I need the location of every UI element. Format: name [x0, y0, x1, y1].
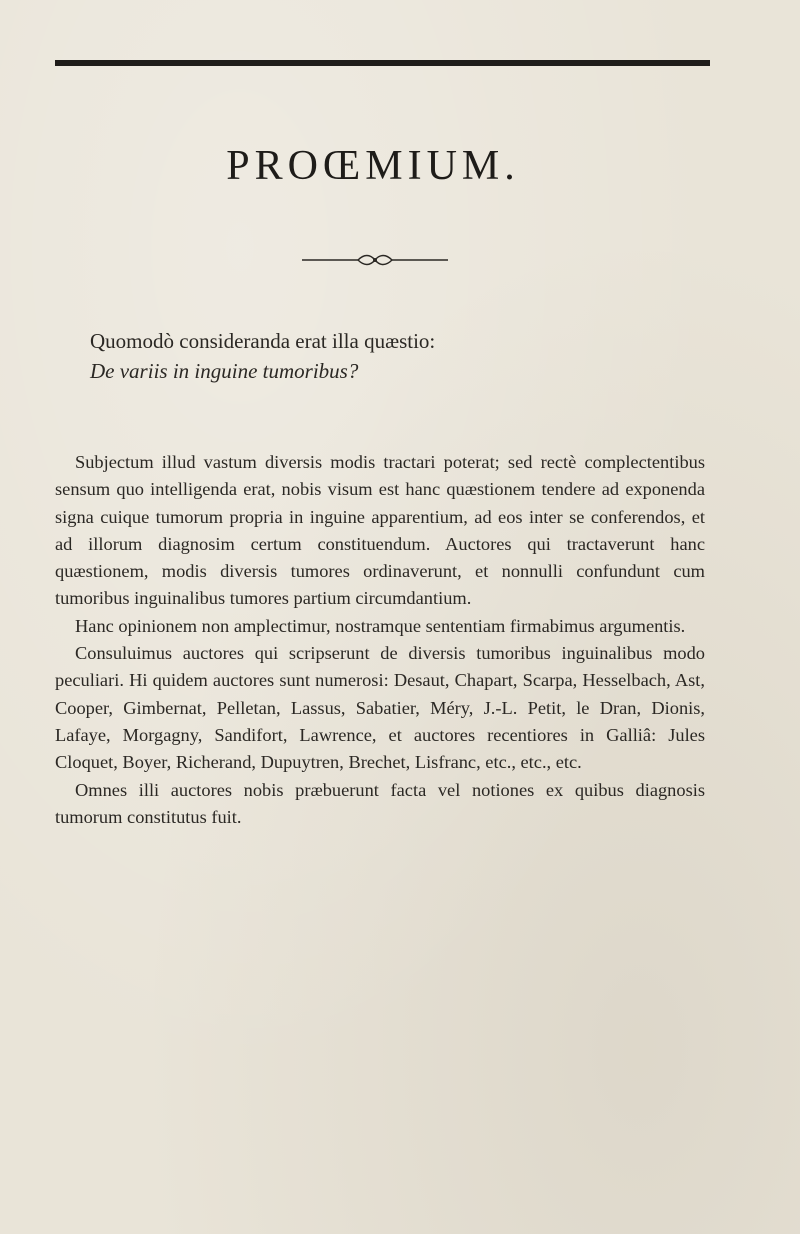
paragraph: Consuluimus auctores qui scripserunt de diversis tumoribus inguinalibus modo peculiari. Hi quidem auctores sunt numerosi: Desaut, Chapart, Scarpa, Hesselbach, Ast, Cooper, Gimbernat, Pelletan, Lassus, Sabatier, Méry, J.-L. Petit, le Dran, Dionis, Lafaye, Morgagny, Sandifort, Lawrence, et auctores recentiores in Galliâ: Jules Cloquet, Boyer, Richerand, Dupuytren, Brechet, Lisfranc, etc., etc., etc. [55, 643, 705, 773]
ornament-divider [300, 252, 450, 268]
question-subtitle: De variis in inguine tumoribus? [90, 359, 359, 383]
question-heading: Quomodò consideranda erat illa quæstio: [90, 329, 436, 353]
paragraph: Hanc opinionem non amplectimur, nostramque sententiam firmabimus argumentis. [75, 615, 686, 636]
top-rule [55, 60, 710, 66]
paragraph: Subjectum illud vastum diversis modis tractari poterat; sed rectè complectentibus sensum quo intelligenda erat, nobis visum est hanc quæstionem tendere ad exponenda signa cuique tumorum propria in inguine apparentium, ad eos inter se conferendos, et ad illorum diagnosim certum constituendum. Auctores qui tractaverunt hanc quæstionem, modis diversis tumores ordinaverunt, et nonnulli confundunt cum tumoribus inguinalibus tumores partium circumdantium. [55, 452, 705, 609]
paragraph: Omnes illi auctores nobis præbuerunt facta vel notiones ex quibus diagnosis tumorum constitutus fuit. [55, 779, 705, 827]
body-text [55, 449, 705, 831]
page-title: PROŒMIUM. [226, 143, 520, 189]
